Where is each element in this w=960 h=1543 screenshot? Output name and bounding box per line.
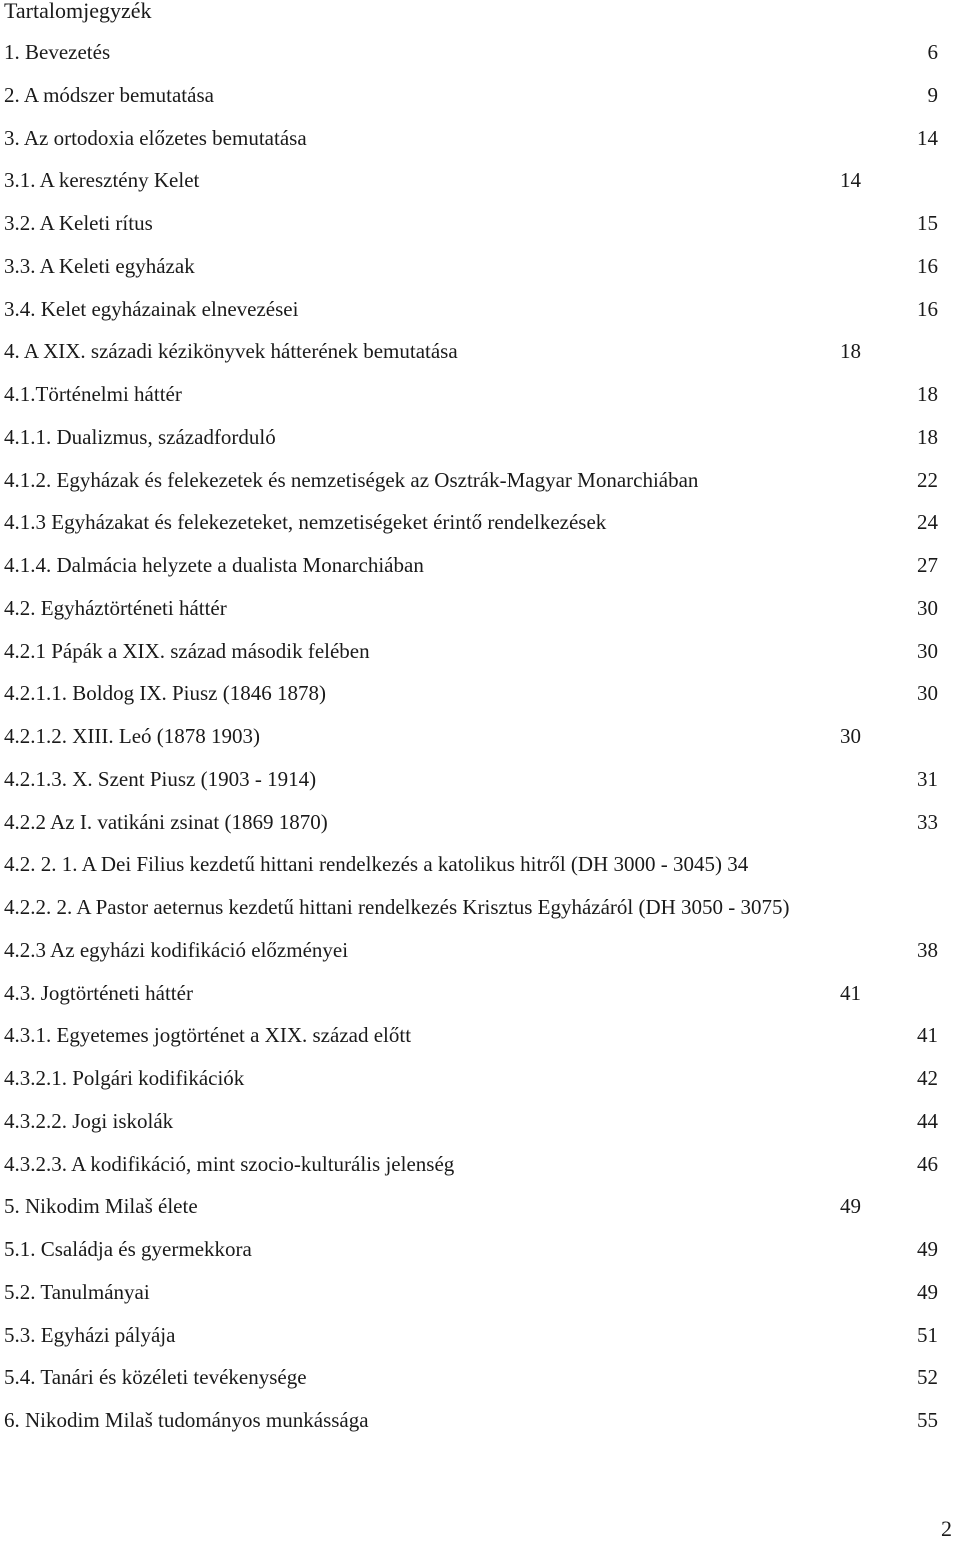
toc-entry-label: 4.3.1. Egyetemes jogtörténet a XIX. század előtt — [4, 1023, 412, 1048]
toc-entry-label: 3.4. Kelet egyházainak elnevezései — [4, 296, 299, 321]
toc-entry — [0, 1192, 960, 1220]
toc-entry-label: 4.2. Egyháztörténeti háttér — [4, 595, 227, 620]
toc-entry-page: 49 — [917, 1279, 938, 1304]
toc-entry-label: 5. Nikodim Milaš élete — [4, 1194, 198, 1219]
toc-entry-label: 4.1.Történelmi háttér — [4, 382, 182, 406]
toc-entry-page: 46 — [917, 1151, 938, 1176]
toc-entry-page: 31 — [917, 766, 938, 791]
toc-entry — [0, 423, 960, 451]
toc-entry-label: 5.4. Tanári és közéleti tevékenysége — [4, 1365, 307, 1390]
toc-entry-page: 55 — [917, 1408, 938, 1432]
toc-entry — [0, 594, 960, 622]
toc-entry-label: 4.2.2. 2. A Pastor aeternus kezdetű hittani rendelkezés Krisztus Egyházáról (DH 3050 - 3075) — [4, 895, 790, 919]
toc-entry-label: 4.1.3 Egyházakat és felekezeteket, nemzetiségeket érintő rendelkezések — [4, 510, 607, 535]
toc-entry-page: 18 — [840, 339, 861, 364]
toc-entry — [0, 337, 960, 365]
toc-entry — [0, 936, 960, 964]
toc-entry-page: 42 — [917, 1066, 938, 1090]
toc-entry-label: 5.2. Tanulmányai — [4, 1279, 150, 1304]
toc-entry — [0, 1150, 960, 1178]
page-title: Tartalomjegyzék — [4, 0, 152, 23]
toc-entry — [0, 1107, 960, 1135]
toc-entry-label: 3. Az ortodoxia előzetes bemutatása — [4, 125, 307, 150]
toc-entry-page: 16 — [917, 253, 938, 278]
toc-entry-label: 4.3. Jogtörténeti háttér — [4, 980, 193, 1005]
toc-entry — [0, 252, 960, 280]
toc-entry-page: 51 — [917, 1322, 938, 1347]
toc-entry — [0, 124, 960, 152]
toc-entry-page: 9 — [927, 82, 938, 107]
toc-entry — [0, 1321, 960, 1349]
toc-entry-label: 5.1. Családja és gyermekkora — [4, 1237, 252, 1261]
toc-entry-label: 4.2.1 Pápák a XIX. század második felében — [4, 638, 370, 663]
toc-entry — [0, 765, 960, 793]
toc-entry-page: 18 — [917, 424, 938, 449]
toc-entry — [0, 1406, 960, 1434]
toc-entry — [0, 808, 960, 836]
toc-entry-page: 52 — [917, 1365, 938, 1390]
toc-entry — [0, 209, 960, 237]
toc-entry — [0, 380, 960, 408]
toc-entry — [0, 1064, 960, 1092]
toc-entry-label: 5.3. Egyházi pályája — [4, 1322, 176, 1347]
toc-entry — [0, 1363, 960, 1391]
toc-entry-label: 4. A XIX. századi kézikönyvek hátterének bemutatása — [4, 339, 458, 364]
toc-entry-label: 4.2.1.1. Boldog IX. Piusz (1846 1878) — [4, 681, 326, 706]
toc-entry-page: 30 — [917, 681, 938, 706]
toc-entry-page: 16 — [917, 296, 938, 321]
toc-entry-page: 30 — [917, 595, 938, 620]
toc-entry-label: 4.1.1. Dualizmus, századforduló — [4, 424, 276, 449]
toc-entry-label: 4.1.4. Dalmácia helyzete a dualista Monarchiában — [4, 553, 424, 577]
toc-entry-page: 41 — [840, 980, 861, 1005]
toc-entry — [0, 637, 960, 665]
toc-entry-label: 4.2.1.2. XIII. Leó (1878 1903) — [4, 724, 261, 748]
toc-entry-page: 30 — [840, 724, 861, 748]
toc-entry — [0, 166, 960, 194]
toc-entry-page: 24 — [917, 510, 938, 535]
toc-entry-label: 4.2.2 Az I. vatikáni zsinat (1869 1870) — [4, 809, 328, 834]
toc-entry-label: 2. A módszer bemutatása — [4, 82, 214, 107]
toc-entry — [0, 850, 960, 878]
toc-entry-label: 4.3.2.1. Polgári kodifikációk — [4, 1066, 245, 1090]
toc-entry — [0, 508, 960, 536]
toc-entry-label: 6. Nikodim Milaš tudományos munkássága — [4, 1408, 369, 1432]
toc-entry-label: 3.2. A Keleti rítus — [4, 211, 153, 235]
toc-entry — [0, 466, 960, 494]
toc-entry-label: 4.2. 2. 1. A Dei Filius kezdetű hittani rendelkezés a katolikus hitről (DH 3000 - 3045) 34 — [4, 852, 749, 877]
toc-entry-page: 14 — [840, 168, 861, 193]
toc-entry-page: 27 — [917, 553, 938, 577]
toc-entry-page: 18 — [917, 382, 938, 406]
toc-entry-label: 4.3.2.3. A kodifikáció, mint szocio-kulturális jelenség — [4, 1151, 455, 1176]
toc-entry — [0, 679, 960, 707]
toc-entry — [0, 38, 960, 66]
toc-entry — [0, 295, 960, 323]
toc-entry — [0, 1235, 960, 1263]
toc-entry-page: 15 — [917, 211, 938, 235]
page-number: 2 — [941, 1516, 952, 1541]
toc-entry — [0, 893, 960, 921]
toc-entry — [0, 722, 960, 750]
toc-entry-page: 30 — [917, 638, 938, 663]
toc-entry-page: 41 — [917, 1023, 938, 1048]
toc-entry-label: 4.3.2.2. Jogi iskolák — [4, 1108, 174, 1133]
toc-entry-page: 22 — [917, 467, 938, 492]
toc-entry-page: 44 — [917, 1108, 938, 1133]
toc-entry-label: 1. Bevezetés — [4, 40, 111, 64]
toc-entry — [0, 81, 960, 109]
toc-entry-label: 3.1. A keresztény Kelet — [4, 168, 200, 193]
toc-entry-label: 4.2.1.3. X. Szent Piusz (1903 - 1914) — [4, 766, 317, 791]
toc-entry-page: 14 — [917, 125, 938, 150]
toc-entry-page: 49 — [917, 1237, 938, 1261]
toc-entry — [0, 1021, 960, 1049]
toc-entry-label: 3.3. A Keleti egyházak — [4, 253, 195, 278]
toc-entry-page: 49 — [840, 1194, 861, 1219]
toc-entry — [0, 551, 960, 579]
toc-entry-page: 6 — [927, 40, 938, 64]
toc-entry-page: 33 — [917, 809, 938, 834]
toc-entry — [0, 1278, 960, 1306]
toc-entry-page: 38 — [917, 937, 938, 962]
toc-entry-label: 4.1.2. Egyházak és felekezetek és nemzetiségek az Osztrák-Magyar Monarchiában — [4, 467, 699, 492]
toc-entry — [0, 979, 960, 1007]
toc-entry-label: 4.2.3 Az egyházi kodifikáció előzményei — [4, 937, 349, 962]
